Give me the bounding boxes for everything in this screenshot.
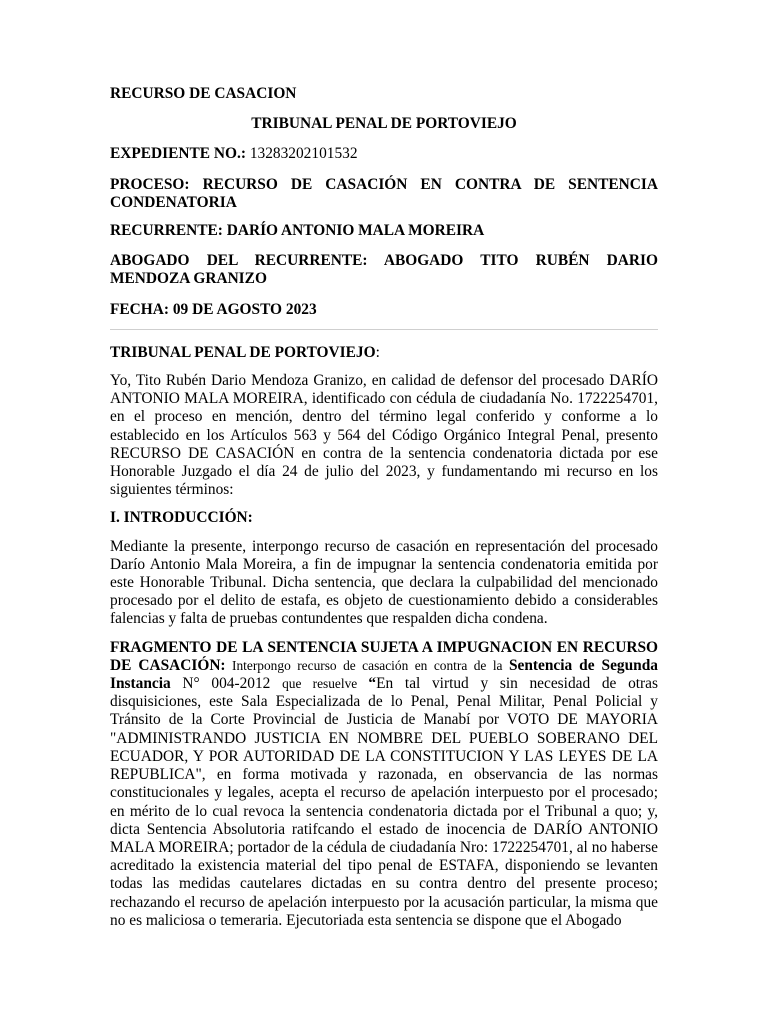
abogado-line-1: ABOGADO DEL RECURRENTE: ABOGADO TITO RUBÉN DARIO	[110, 252, 658, 270]
proceso-line-2: CONDENATORIA	[110, 193, 237, 211]
intro-paragraph: Yo, Tito Rubén Dario Mendoza Granizo, en calidad de defensor del procesado DARÍO ANTONIO MALA MOREIRA, identificado con cédula de ciudadanía No. 1722254701, en el proceso en mención, dentro del término legal conferido y conforme a lo establecido en los Artículos 563 y 564 del Código Orgánico Integral Penal, presento RECURSO DE CASACIÓN en contra de la sentencia condenatoria dictada por ese Honorable Juzgado el día 24 de julio del 2023, y fundamentando mi recurso en los siguientes términos:	[110, 372, 658, 499]
addressee-line	[110, 344, 658, 362]
expediente-label: EXPEDIENTE NO.:	[110, 145, 246, 163]
fragment-intro: Interpongo recurso de casación en contra de la	[225, 657, 509, 673]
addressee-colon: :	[375, 343, 380, 361]
fragment-resuelve: que resuelve	[282, 676, 369, 692]
addressee: TRIBUNAL PENAL DE PORTOVIEJO	[110, 343, 376, 361]
fragment-open-quote: “	[368, 675, 377, 693]
court-name: TRIBUNAL PENAL DE PORTOVIEJO	[251, 115, 517, 133]
fecha-line: FECHA: 09 DE AGOSTO 2023	[110, 300, 317, 318]
abogado-block	[110, 252, 658, 288]
fragment-heading: FRAGMENTO DE LA SENTENCIA SUJETA A IMPUGNACION EN RECURSO DE CASACIÓN:	[110, 638, 658, 674]
expediente-line	[110, 145, 658, 163]
abogado-line-2: MENDOZA GRANIZO	[110, 270, 267, 288]
fragment-ref-number: N° 004-2012	[170, 675, 283, 693]
fragment-quote-text: En tal virtud y sin necesidad de otras disquisiciones, este Sala Especializada de lo Penal, Penal Militar, Penal Policial y Tránsito de la Corte Provincial de Justicia de Manabí por VOTO DE MAYORIA "ADMINISTRANDO JUSTICIA EN NOMBRE DEL PUEBLO SOBERANO DEL ECUADOR, Y POR AUTORIDAD DE LA CONSTITUCION Y LAS LEYES DE LA REPUBLICA", en forma motivada y razonada, en observancia de las normas constitucionales y legales, acepta el recurso de apelación interpuesto por el procesado; en mérito de lo cual revoca la sentencia condenatoria dictada por el Tribunal a quo; y, dicta Sentencia Absolutoria ratifcando el estado de inocencia de DARÍO ANTONIO MALA MOREIRA; portador de la cédula de ciudadanía Nro: 1722254701, al no haberse acreditado la existencia material del tipo penal de ESTAFA, disponiendo se levanten todas las medidas cautelares dictadas en su contra dentro del presente proceso; rechazando el recurso de apelación interpuesto por la acusación particular, la misma que no es maliciosa o temeraria. Ejecutoriada esta sentencia se dispone que el Abogado	[110, 675, 658, 929]
header-divider	[110, 329, 658, 330]
section-heading-introduccion: I. INTRODUCCIÓN:	[110, 509, 253, 527]
fragment-paragraph	[110, 639, 658, 930]
proceso-line-1: PROCESO: RECURSO DE CASACIÓN EN CONTRA DE SENTENCIA	[110, 175, 658, 193]
expediente-value: 13283202101532	[245, 145, 358, 163]
introduccion-paragraph: Mediante la presente, interpongo recurso de casación en representación del procesado Darío Antonio Mala Moreira, a fin de impugnar la sentencia condenatoria emitida por este Honorable Tribunal. Dicha sentencia, que declara la culpabilidad del mencionado procesado por el delito de estafa, es objeto de cuestionamiento debido a considerables falencias y falta de pruebas contundentes que respalden dicha condena.	[110, 537, 658, 628]
document-content	[110, 85, 658, 930]
fragment-sentence-ref: Sentencia de Segunda Instancia	[110, 656, 658, 693]
document-title: RECURSO DE CASACION	[110, 85, 297, 102]
recurrente-line: RECURRENTE: DARÍO ANTONIO MALA MOREIRA	[110, 222, 485, 240]
proceso-block	[110, 176, 658, 212]
